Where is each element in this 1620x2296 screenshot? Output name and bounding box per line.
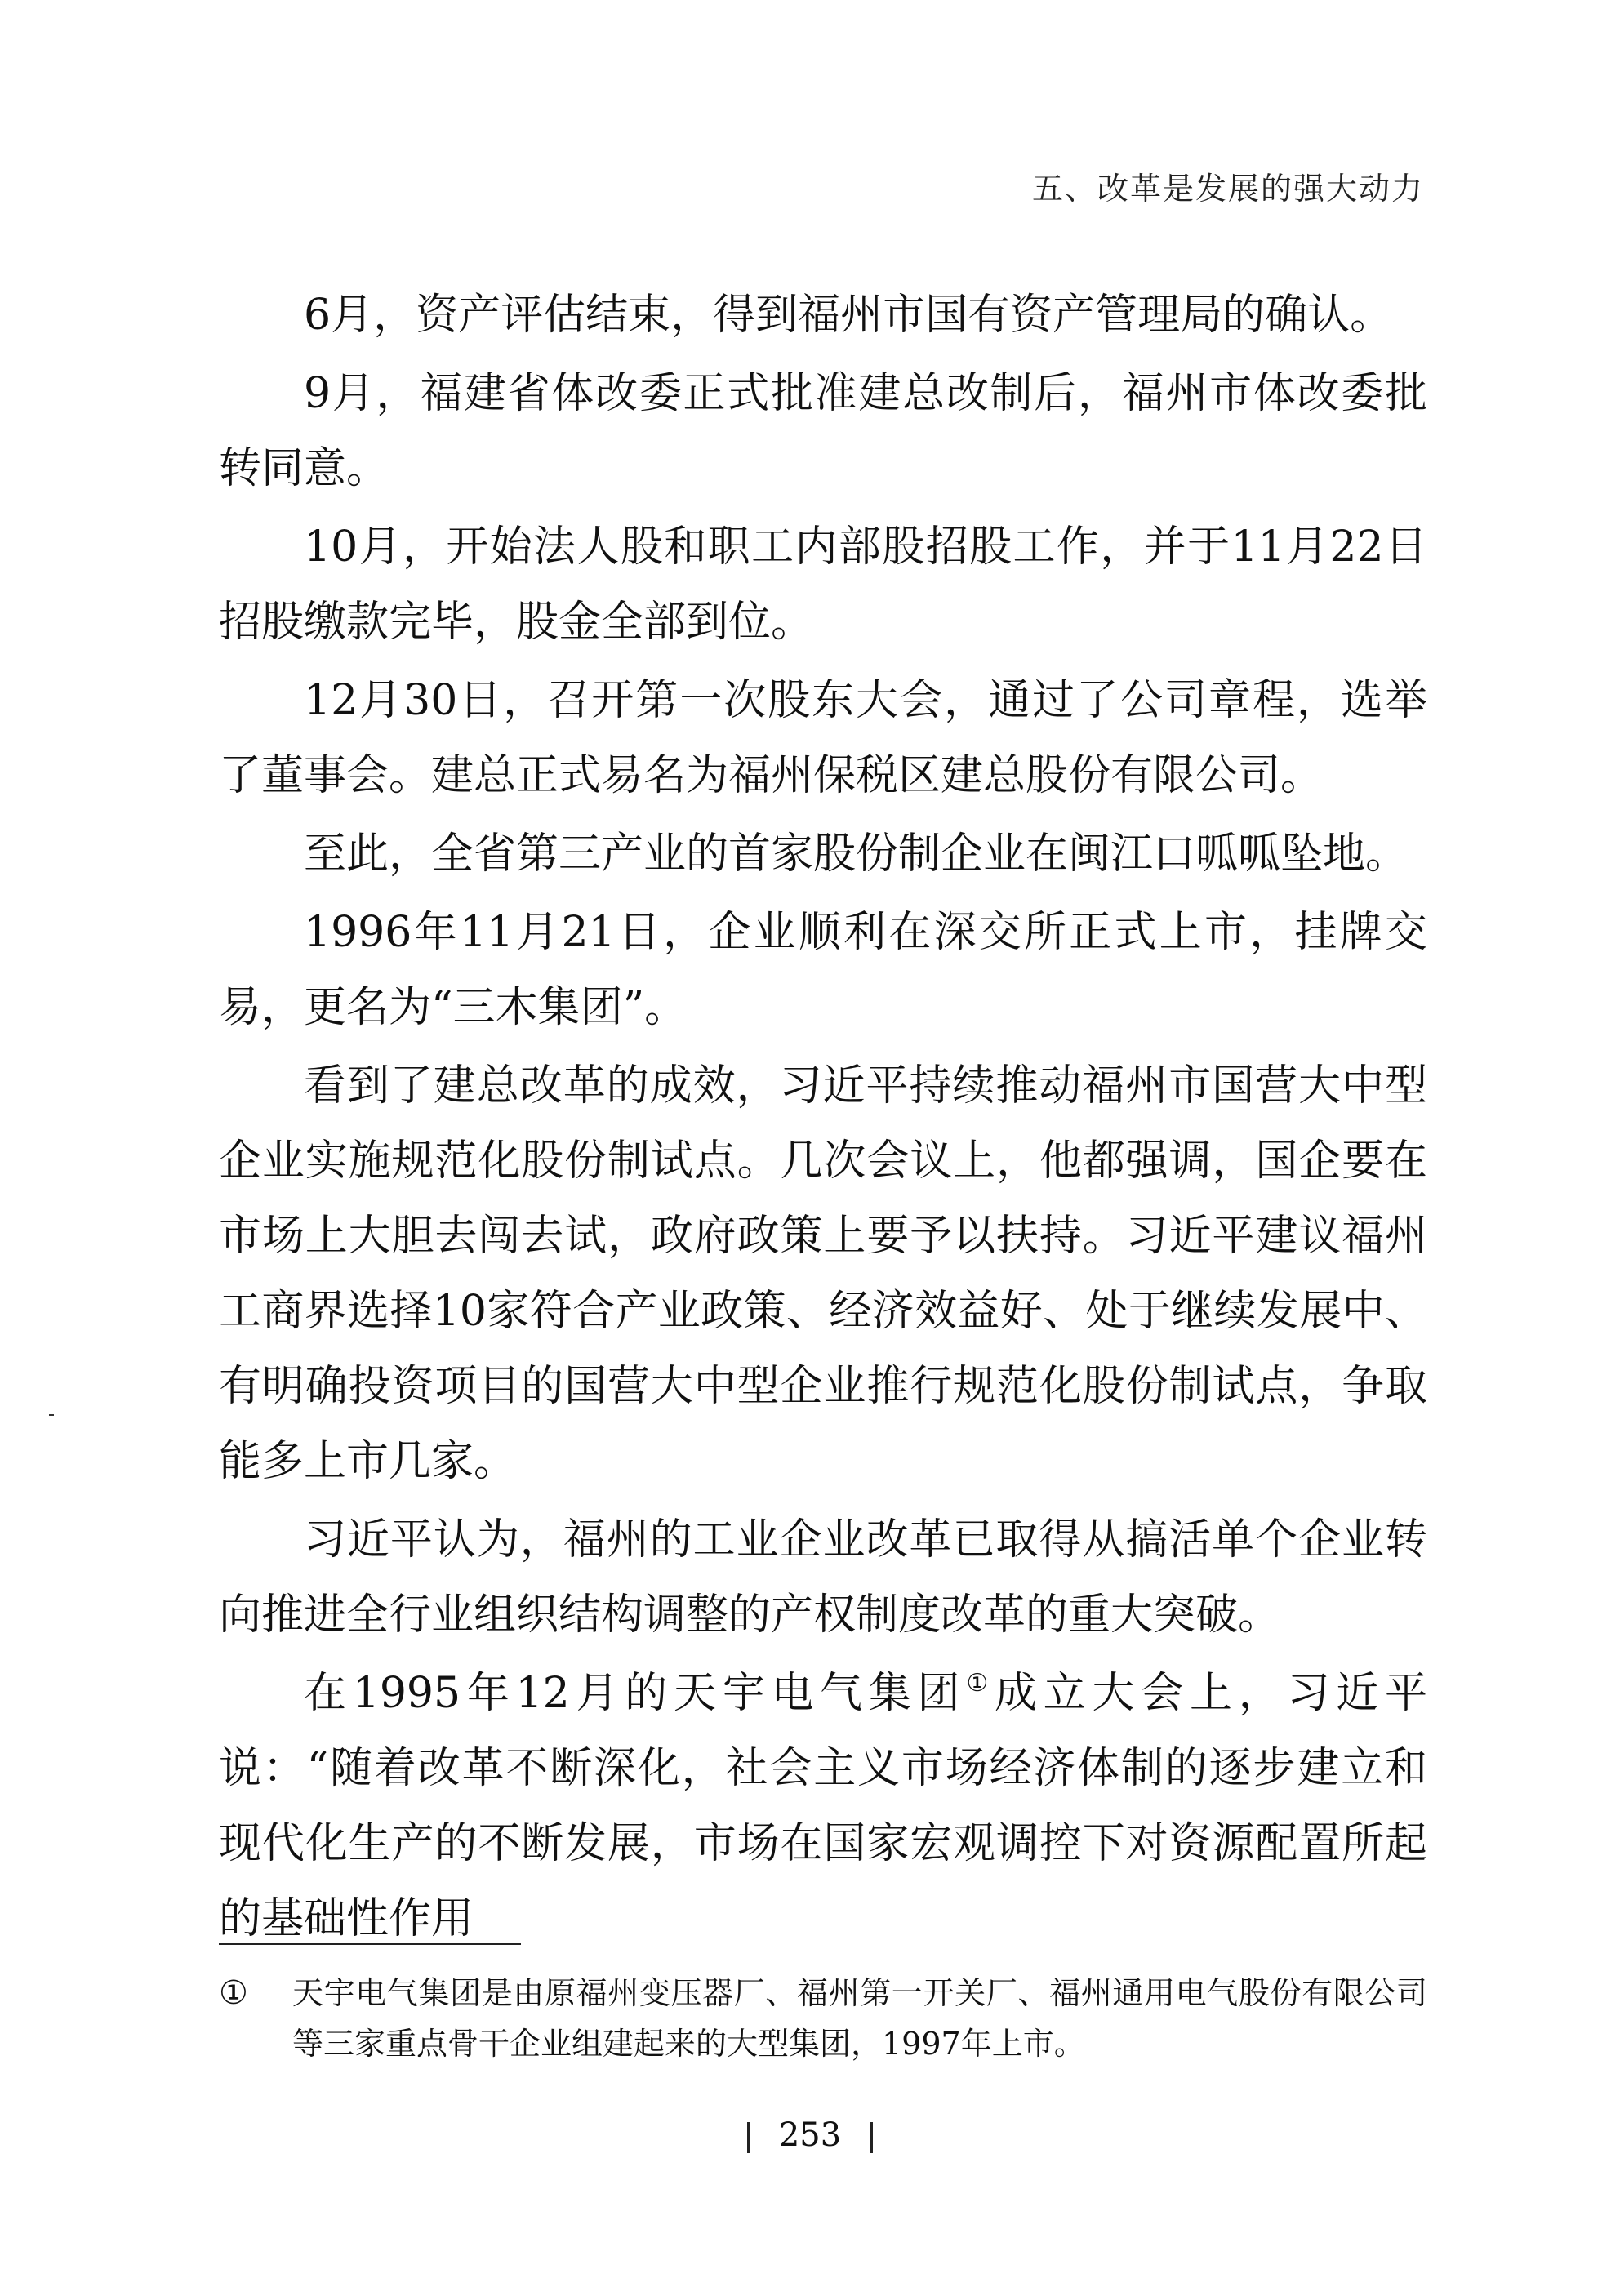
footnote-text: 天宇电气集团是由原福州变压器厂、福州第一开关厂、福州通用电气股份有限公司等三家重点骨干企业组建起来的大型集团，1997年上市。	[292, 1975, 1427, 2062]
paragraph-9	[219, 1656, 1427, 1956]
paragraph-9-start: 在1995年12月的天宇电气集团	[304, 1669, 967, 1718]
paragraph-5: 至此，全省第三产业的首家股份制企业在闽江口呱呱坠地。	[304, 830, 1409, 879]
paragraph-7: 看到了建总改革的成效，习近平持续推动福州市国营大中型企业实施规范化股份制试点。几次会议上，他都强调，国企要在市场上大胆去闯去试，政府政策上要予以扶持。习近平建议福州工商界选择10家符合产业政策、经济效益好、处于继续发展中、有明确投资项目的国营大中型企业推行规范化股份制试点，争取能多上市几家。	[219, 1061, 1427, 1486]
paragraph-1: 6月，资产评估结束，得到福州市国有资产管理局的确认。	[304, 291, 1393, 340]
footnote-marker: ①	[219, 1974, 248, 2012]
page-number-right-bar	[870, 2122, 873, 2153]
paragraph-3: 10月，开始法人股和职工内部股招股工作，并于11月22日招股缴款完毕，股金全部到位。	[219, 523, 1427, 647]
paragraph-8: 习近平认为，福州的工业企业改革已取得从搞活单个企业转向推进全行业组织结构调整的产权制度改革的重大突破。	[219, 1515, 1427, 1640]
paragraph-9-rest: 成立大会上，习近平说：“随着改革不断深化，社会主义市场经济体制的逐步建立和现代化生产的不断发展，市场在国家宏观调控下对资源配置所起的基础性作用	[219, 1669, 1427, 1943]
paragraph-4: 12月30日，召开第一次股东大会，通过了公司章程，选举了董事会。建总正式易名为福州保税区建总股份有限公司。	[219, 676, 1427, 800]
scan-speck	[49, 1414, 54, 1416]
footnote-reference[interactable]: ①	[966, 1669, 995, 1698]
page-number-block	[0, 2116, 1620, 2154]
paragraph-6: 1996年11月21日，企业顺利在深交所正式上市，挂牌交易，更名为“三木集团”。	[219, 908, 1427, 1032]
footnote	[219, 1968, 1427, 2069]
page-number-left-bar	[747, 2122, 750, 2153]
paragraph-2: 9月，福建省体改委正式批准建总改制后，福州市体改委批转同意。	[219, 369, 1427, 493]
running-header: 五、改革是发展的强大动力	[1031, 171, 1424, 207]
footnote-divider	[219, 1943, 521, 1945]
body-text	[219, 278, 1427, 1958]
page-number: 253	[778, 2116, 842, 2154]
